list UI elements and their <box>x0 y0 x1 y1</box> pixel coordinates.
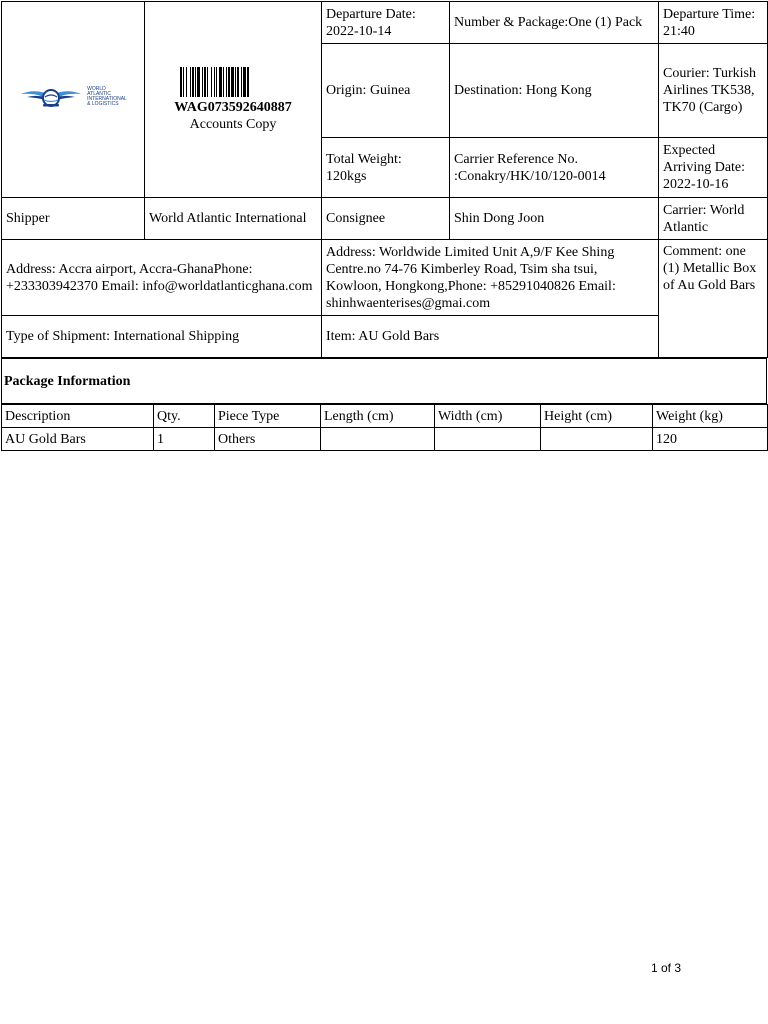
destination: Destination: Hong Kong <box>450 44 659 138</box>
origin: Origin: Guinea <box>322 44 450 138</box>
barcode-bar <box>211 67 212 97</box>
shipper-address: Address: Accra airport, Accra-GhanaPhone: +233303942370 Email: info@worldatlanticghana.com <box>2 240 322 316</box>
comment: Comment: one (1) Metallic Box of Au Gold Bars <box>659 240 768 358</box>
departure-time: Departure Time: 21:40 <box>659 2 768 44</box>
carrier: Carrier: World Atlantic <box>659 198 768 240</box>
barcode-bar <box>195 67 196 97</box>
barcode-bar <box>183 67 184 97</box>
logo-cell <box>2 2 145 198</box>
table-cell-description: AU Gold Bars <box>2 428 154 451</box>
departure-date: Departure Date: 2022-10-14 <box>322 2 450 44</box>
consignee-label: Consignee <box>322 198 450 240</box>
tracking-number: WAG073592640887 <box>174 99 292 115</box>
column-header: Width (cm) <box>435 405 541 428</box>
column-header: Description <box>2 405 154 428</box>
shipper-label: Shipper <box>2 198 145 240</box>
barcode-bar <box>207 67 208 97</box>
table-cell-height <box>541 428 653 451</box>
barcode-bar <box>214 67 215 97</box>
table-cell-weight: 120 <box>653 428 768 451</box>
barcode-bar <box>180 67 182 97</box>
company-logo <box>19 85 127 109</box>
barcode-bar <box>223 67 224 97</box>
package-header-row <box>2 405 768 428</box>
total-weight: Total Weight: 120kgs <box>322 138 450 198</box>
barcode-bar <box>241 67 242 97</box>
column-header: Height (cm) <box>541 405 653 428</box>
shipment-type: Type of Shipment: International Shipping <box>2 316 322 358</box>
logo-wordmark: WORLD ATLANTIC INTERNATIONAL & LOGISTICS <box>87 86 127 107</box>
package-table <box>1 404 768 451</box>
column-header: Length (cm) <box>321 405 435 428</box>
barcode-bar <box>237 67 239 97</box>
table-cell-width <box>435 428 541 451</box>
section-title: Package Information <box>2 359 767 404</box>
number-package: Number & Package:One (1) Pack <box>450 2 659 44</box>
item: Item: AU Gold Bars <box>322 316 659 358</box>
barcode-image <box>180 67 286 97</box>
barcode-bar <box>231 67 234 97</box>
barcode-bar <box>235 67 236 97</box>
table-cell-qty: 1 <box>154 428 215 451</box>
barcode-bar <box>190 67 191 97</box>
expected-arrival: Expected Arriving Date: 2022-10-16 <box>659 138 768 198</box>
barcode-cell <box>145 2 322 198</box>
barcode-bar <box>243 67 246 97</box>
globe-wings-icon <box>19 85 83 109</box>
barcode-bar <box>192 67 194 97</box>
barcode-bar <box>247 67 249 97</box>
package-section <box>1 358 767 404</box>
copy-label: Accounts Copy <box>189 116 277 132</box>
barcode-bar <box>202 67 203 97</box>
courier: Courier: Turkish Airlines TK538, TK70 (Cargo) <box>659 44 768 138</box>
barcode-bar <box>186 67 187 97</box>
barcode-bar <box>228 67 230 97</box>
consignee-name: Shin Dong Joon <box>450 198 659 240</box>
column-header: Weight (kg) <box>653 405 768 428</box>
table-cell-length <box>321 428 435 451</box>
page-indicator: 1 of 3 <box>651 961 682 975</box>
column-header: Qty. <box>154 405 215 428</box>
barcode-bar <box>219 67 222 97</box>
barcode-bar <box>204 67 206 97</box>
barcode-bar <box>197 67 200 97</box>
carrier-reference: Carrier Reference No. :Conakry/HK/10/120-0014 <box>450 138 659 198</box>
table-row <box>2 428 768 451</box>
barcode-bar <box>226 67 227 97</box>
waybill-document <box>1 1 767 451</box>
column-header: Piece Type <box>215 405 321 428</box>
barcode-bar <box>216 67 217 97</box>
shipper-name: World Atlantic International <box>145 198 322 240</box>
table-cell-piece-type: Others <box>215 428 321 451</box>
waybill-header-table <box>1 1 768 358</box>
consignee-address: Address: Worldwide Limited Unit A,9/F Kee Shing Centre.no 74-76 Kimberley Road, Tsim sha tsui, Kowloon, Hongkong,Phone: +85291040826 Email: shinhwaenterises@gmai.com <box>322 240 659 316</box>
